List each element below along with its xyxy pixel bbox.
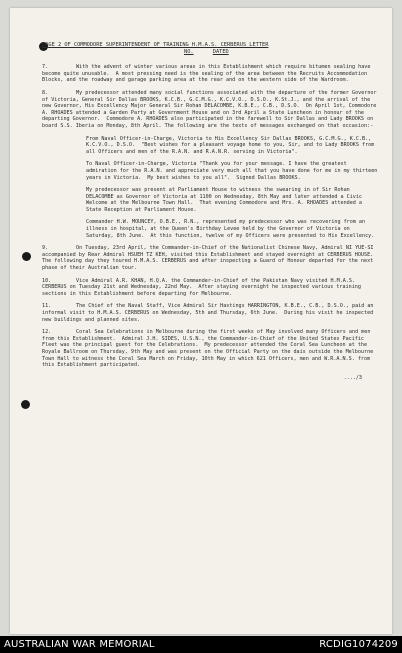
paragraph — [42, 219, 378, 239]
header-title: PAGE 2 OF COMMODORE SUPERINTENDENT OF TRAINING H.M.A.S. CERBERUS LETTER — [42, 42, 269, 48]
paragraph-number: 10. — [42, 277, 52, 284]
paragraph-number: 7. — [42, 64, 49, 71]
footer-record-id: RCDIG1074209 — [319, 639, 398, 650]
punch-hole — [22, 252, 31, 261]
paragraph — [42, 90, 378, 130]
paragraph — [42, 303, 378, 323]
letter-body — [42, 42, 381, 381]
header-no-label: NO. — [184, 48, 194, 55]
paragraph-number: 9. — [42, 245, 49, 252]
paragraph-text: Commander H.W. MOUNCEY, O.B.E., R.N., represented my predecessor who was recovering from an illness in hospital, at the Queen's Birthday Levee held by the Governor of Victoria on Saturday, 8th June. At this function, twelve of my Officers were presented to His Excellency. — [86, 219, 375, 239]
paragraph-text: My predecessor was present at Parliament House to witness the swearing in of Sir Rohan DELACOMBE as Governor of Victoria at 1100 on Wednesday, 8th May and later attended a Civic Welcome at the Melbourne Town Hall. That evening Commodore and Mrs. A. RHOADES attended a State Reception at Parliament House. — [86, 187, 366, 213]
paragraph — [42, 245, 378, 271]
paragraph-text: To Naval Officer-in-Charge, Victoria "Thank you for your message. I have the greatest admiration for the R.A.N. and appreciate very much all that you have done for me in my thirteen years in Victoria. My best wishes to you all". Signed Dallas BROOKS. — [86, 161, 381, 181]
punch-hole — [21, 400, 30, 409]
header-reference — [42, 49, 378, 56]
paragraph — [42, 136, 378, 156]
paragraph-number: 8. — [42, 89, 49, 96]
paragraph — [42, 329, 378, 369]
paragraph-list — [42, 64, 381, 369]
paragraph-number: 11. — [42, 303, 52, 310]
footer-institution: AUSTRALIAN WAR MEMORIAL — [4, 639, 155, 650]
letter-header — [42, 42, 378, 55]
paragraph-text: On Tuesday, 23rd April, the Commander-in-Chief of the Nationalist Chinese Navy, Admiral NI YUE-SI accompanied by Rear Admiral HSUEH TZ KEH, visited this Establishment and stayed overnight at CERBERUS HOUSE. The following day they toured H.M.A.S. CERBERUS and after inspecting a Guard of Honour departed for the next phase of their Australian tour. — [42, 245, 380, 272]
paragraph — [42, 278, 378, 298]
document-page — [10, 8, 392, 634]
paragraph-text: The Chief of the Naval Staff, Vice Admiral Sir Hastings HARRINGTON, K.B.E., C.B., D.S.O., paid an informal visit to H.M.A.S. CERBERUS on Wednesday, 5th and Thursday, 6th June. During his visit he inspected new buildings and planned sites. — [42, 303, 377, 323]
paragraph — [42, 187, 378, 213]
header-dated-label: DATED — [212, 48, 229, 55]
archive-footer — [0, 636, 402, 653]
paragraph — [42, 161, 381, 181]
continuation-mark: ..../3 — [343, 374, 362, 381]
paragraph-text: Vice Admiral A.R. KHAN, H.Q.A. the Commander-in-Chief of the Pakistan Navy visited H.M.A.S. CERBERUS on Tuesday 21st and Wednesday, 22nd May. After staying overnight he inspected various training sections in this Establishment before departing for Melbourne. — [42, 277, 365, 297]
paragraph-text: Coral Sea Celebrations in Melbourne during the first weeks of May involved many Officers and men from this Establishment. Admiral J.H. SIDES, U.S.N., the Commander-in-Chief of the United States Pacific Fleet was the principal guest for the Celebrations. My predecessor attended the Coral Sea Luncheon at the Royale Ballroom on Thursday, 9th May and was present on the Official Party on the dais outside the Melbourne Town Hall to witness the Coral Sea March on Friday, 10th May in which 621 Officers, men and W.R.A.N.S. from this Establishment participated. — [42, 329, 377, 369]
paragraph-number: 12. — [42, 329, 52, 336]
paragraph-text: My predecessor attended many social functions associated with the departure of the former Governor of Victoria, General Sir Dallas BROOKS, K.C.B., G.C.M.G., K.C.V.O., D.S.O., K.St.J., and the arrival of the new Governor, His Excellency Major General Sir Rohan DELACOMBE, K.B.E., C.B., D.S.O. On April 1st, Commodore A. RHOADES attended a Garden Party at Government House and on 3rd April a State Luncheon in honour of the departing Governor. Commodore A. RHOADES also participated in the farewell to Sir Dallas and Lady BROOKS on board S.S. Iberia on Monday, 8th April. The following are the texts of messages exchanged on that occasion:- — [42, 89, 380, 129]
paragraph — [42, 64, 378, 84]
paragraph-text: From Naval Officer-in-Charge, Victoria to His Excellency Sir Dallas BROOKS, G.C.M.G., K.C.B., K.C.V.O., D.S.O. "Best wishes for a pleasant voyage home to you, Sir, and to Lady BROOKS from all Officers and men of the R.A.N. and R.A.N.R. serving in Victoria". — [86, 135, 378, 155]
paragraph-text: With the advent of winter various areas in this Establishment which require bitumen sealing have become quite unusable. A most pressing need is the sealing of the area between the Recruits Accommodation Blocks, and the roadway and garage parking area at the rear and on the western side of the Wardroom. — [42, 64, 374, 84]
